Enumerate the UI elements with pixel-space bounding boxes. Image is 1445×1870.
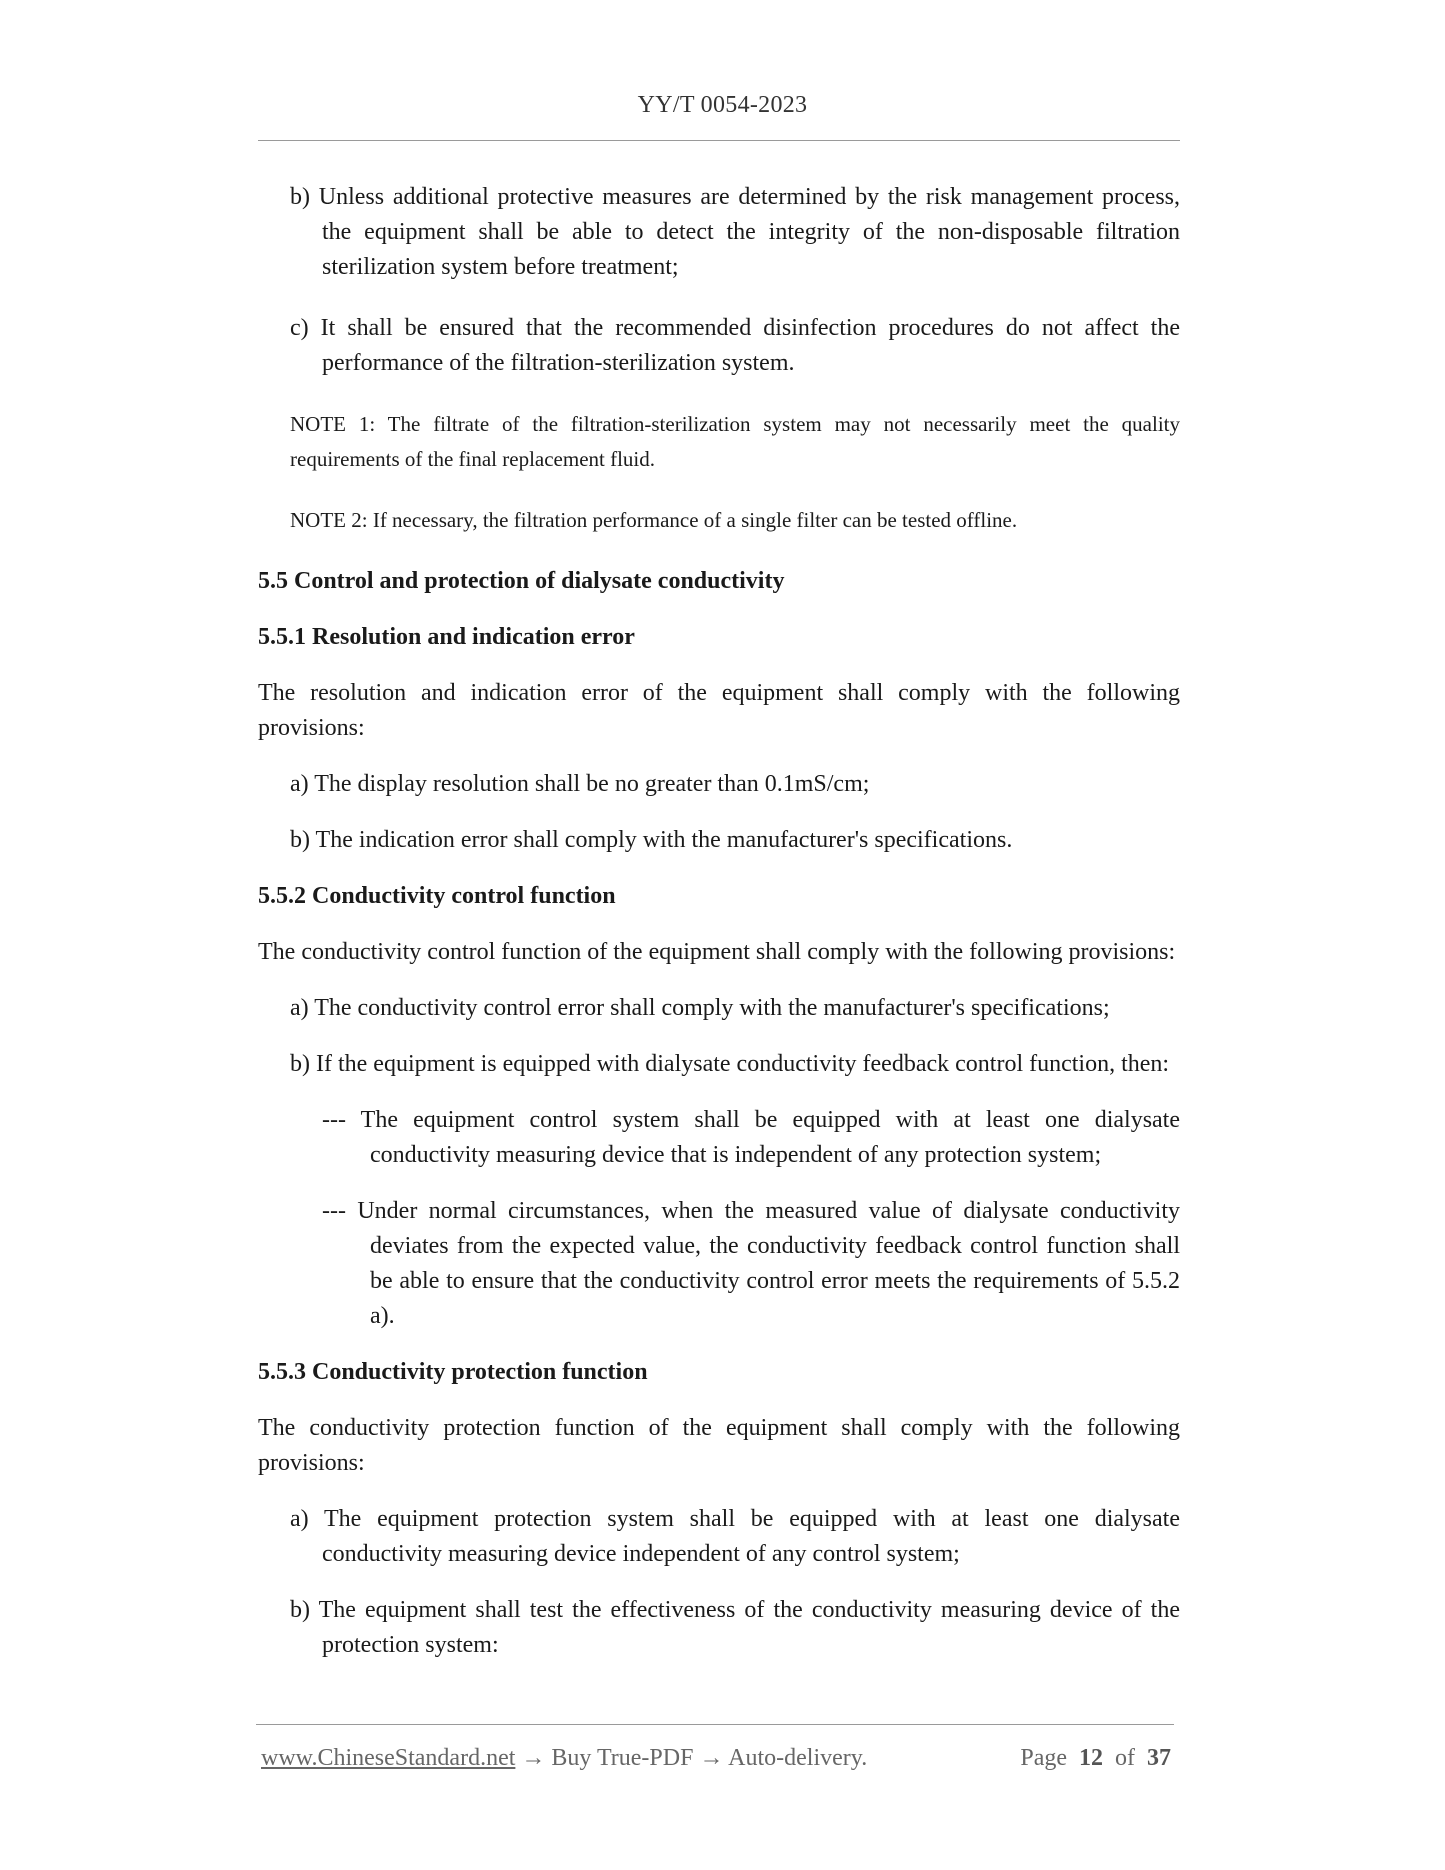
footer-promo (261, 1742, 867, 1774)
page-number: 12 (1079, 1745, 1103, 1771)
section-heading-5-5-1: 5.5.1 Resolution and indication error (258, 624, 635, 650)
arrow-right-icon: → (699, 1745, 724, 1771)
page-indicator (1020, 1742, 1171, 1774)
page-body (258, 180, 1180, 1663)
list-item-5-5-1-a: a) The display resolution shall be no greater than 0.1mS/cm; (290, 771, 870, 797)
section-heading-5-5-3: 5.5.3 Conductivity protection function (258, 1359, 648, 1385)
total-pages: 37 (1147, 1745, 1171, 1771)
list-item-c-disinfection: c) It shall be ensured that the recommended disinfection procedures do not affect the performance of the filtration-sterilization system. (290, 315, 1180, 376)
site-link[interactable]: www.ChineseStandard.net (261, 1745, 516, 1771)
paragraph-5-5-2: The conductivity control function of the equipment shall comply with the following provisions: (258, 939, 1176, 965)
header-divider (258, 140, 1180, 141)
dash-item-control-system: --- The equipment control system shall be equipped with at least one dialysate conductivity measuring device that is independent of any protection system; (322, 1107, 1180, 1168)
list-item-5-5-2-b: b) If the equipment is equipped with dialysate conductivity feedback control function, then: (290, 1051, 1170, 1077)
list-item-5-5-2-a: a) The conductivity control error shall comply with the manufacturer's specifications; (290, 995, 1110, 1021)
arrow-right-icon: → (521, 1745, 546, 1771)
paragraph-5-5-1: The resolution and indication error of the equipment shall comply with the following provisions: (258, 680, 1180, 741)
paragraph-5-5-3: The conductivity protection function of the equipment shall comply with the following provisions: (258, 1415, 1180, 1476)
section-heading-5-5-2: 5.5.2 Conductivity control function (258, 883, 616, 909)
section-heading-5-5: 5.5 Control and protection of dialysate conductivity (258, 568, 785, 594)
list-item-5-5-1-b: b) The indication error shall comply with the manufacturer's specifications. (290, 827, 1013, 853)
buy-true-pdf-text: Buy True-PDF (551, 1745, 694, 1771)
dash-item-feedback-control: --- Under normal circumstances, when the measured value of dialysate conductivity deviates from the expected value, the conductivity feedback control function shall be able to ensure that the conductivity control error meets the requirements of 5.5.2 a). (322, 1198, 1180, 1329)
document-code-header: YY/T 0054-2023 (637, 92, 808, 118)
auto-delivery-text: Auto-delivery. (728, 1745, 868, 1771)
of-label: of (1115, 1745, 1135, 1771)
page-label: Page (1020, 1745, 1067, 1771)
note-1: NOTE 1: The filtrate of the filtration-sterilization system may not necessarily meet the quality requirements of the final replacement fluid. (290, 412, 1180, 471)
list-item-b-integrity: b) Unless additional protective measures are determined by the risk management process, the equipment shall be able to detect the integrity of the non-disposable filtration sterilization system before treatment; (290, 184, 1180, 280)
list-item-5-5-3-b: b) The equipment shall test the effectiveness of the conductivity measuring device of the protection system: (290, 1597, 1180, 1658)
list-item-5-5-3-a: a) The equipment protection system shall be equipped with at least one dialysate conductivity measuring device independent of any control system; (290, 1506, 1180, 1567)
footer-divider (256, 1724, 1174, 1725)
note-2: NOTE 2: If necessary, the filtration performance of a single filter can be tested offline. (290, 508, 1018, 532)
